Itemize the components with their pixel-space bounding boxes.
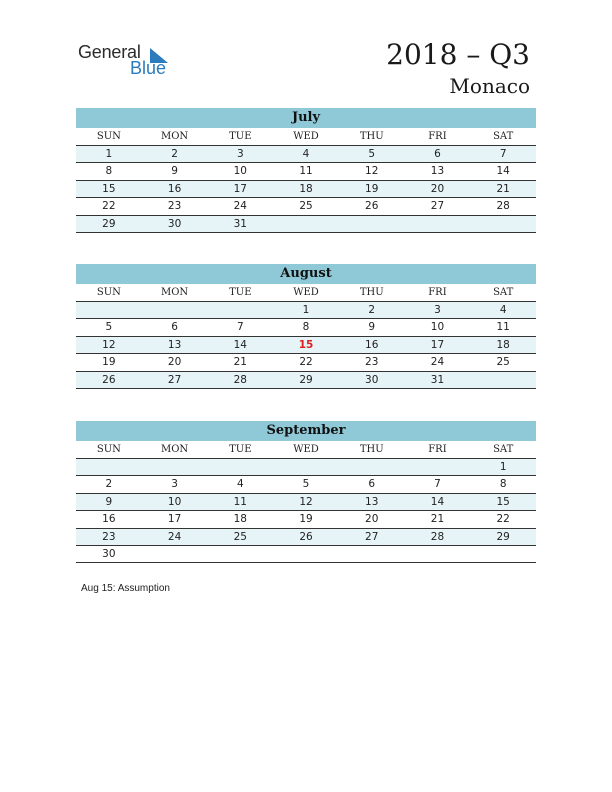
week-row bbox=[76, 372, 536, 389]
weekday-label: FRI bbox=[428, 131, 447, 142]
weekday-label: THU bbox=[359, 287, 384, 298]
day-cell: 31 bbox=[430, 373, 445, 386]
day-cell: 22 bbox=[299, 356, 313, 369]
holiday-day-cell: 15 bbox=[298, 338, 314, 351]
day-cell: 11 bbox=[233, 495, 247, 508]
week-row bbox=[76, 181, 536, 198]
week-row bbox=[76, 529, 536, 546]
day-cell: 31 bbox=[233, 217, 247, 230]
day-cell: 16 bbox=[167, 182, 182, 195]
month-september bbox=[76, 421, 536, 563]
weeks bbox=[76, 302, 536, 389]
day-cell: 29 bbox=[299, 373, 313, 386]
day-cell: 8 bbox=[499, 478, 507, 491]
week-row bbox=[76, 546, 536, 563]
weekday-label: SAT bbox=[493, 287, 514, 298]
day-cell: 22 bbox=[102, 200, 116, 213]
day-cell: 9 bbox=[171, 165, 178, 178]
week-row bbox=[76, 476, 536, 493]
empty-day-cell bbox=[470, 216, 536, 232]
weeks bbox=[76, 459, 536, 563]
week-row bbox=[76, 198, 536, 215]
day-cell: 12 bbox=[299, 495, 313, 508]
week-row bbox=[76, 146, 536, 163]
weekday-label: SUN bbox=[96, 287, 121, 298]
empty-day-cell bbox=[273, 459, 339, 475]
week-row bbox=[76, 354, 536, 371]
day-cell: 21 bbox=[430, 513, 445, 526]
day-cell: 17 bbox=[167, 513, 182, 526]
day-cell: 6 bbox=[171, 321, 178, 334]
day-cell: 1 bbox=[499, 461, 507, 473]
empty-day-cell bbox=[207, 546, 273, 562]
empty-day-cell bbox=[273, 546, 339, 562]
weekday-label: WED bbox=[293, 287, 319, 298]
day-cell: 2 bbox=[171, 148, 178, 160]
weekday-label: WED bbox=[293, 131, 319, 142]
day-cell: 7 bbox=[499, 148, 507, 160]
day-cell: 3 bbox=[236, 148, 244, 160]
day-cell: 23 bbox=[365, 356, 379, 369]
week-row bbox=[76, 337, 536, 354]
day-cell: 10 bbox=[167, 495, 182, 508]
day-cell: 4 bbox=[302, 148, 310, 160]
day-cell: 10 bbox=[430, 321, 445, 334]
day-cell: 5 bbox=[368, 148, 376, 160]
day-cell: 13 bbox=[365, 495, 379, 508]
weekday-header-row bbox=[76, 284, 536, 302]
week-row bbox=[76, 302, 536, 319]
day-cell: 14 bbox=[233, 338, 247, 351]
day-cell: 13 bbox=[167, 338, 182, 351]
day-cell: 14 bbox=[430, 495, 445, 508]
day-cell: 20 bbox=[430, 182, 445, 195]
day-cell: 6 bbox=[368, 478, 376, 491]
weekday-label: SAT bbox=[493, 444, 514, 455]
day-cell: 22 bbox=[496, 513, 510, 526]
empty-day-cell bbox=[142, 459, 208, 475]
weekday-header-row bbox=[76, 441, 536, 459]
weekday-label: FRI bbox=[428, 444, 447, 455]
day-cell: 25 bbox=[233, 530, 247, 543]
day-cell: 20 bbox=[365, 513, 379, 526]
generalblue-logo bbox=[78, 42, 188, 82]
weekday-label: MON bbox=[160, 287, 189, 298]
empty-day-cell bbox=[405, 216, 471, 232]
day-cell: 4 bbox=[499, 304, 507, 316]
week-row bbox=[76, 494, 536, 511]
day-cell: 24 bbox=[233, 200, 247, 213]
day-cell: 27 bbox=[430, 200, 445, 213]
day-cell: 5 bbox=[302, 478, 310, 491]
day-cell: 24 bbox=[430, 356, 445, 369]
day-cell: 21 bbox=[233, 356, 247, 369]
day-cell: 16 bbox=[365, 338, 379, 351]
month-header: August bbox=[76, 264, 536, 284]
empty-day-cell bbox=[470, 372, 536, 388]
weekday-header-row bbox=[76, 128, 536, 146]
day-cell: 28 bbox=[233, 373, 247, 386]
day-cell: 7 bbox=[236, 321, 244, 334]
day-cell: 18 bbox=[299, 182, 313, 195]
day-cell: 19 bbox=[102, 356, 116, 369]
day-cell: 17 bbox=[430, 338, 445, 351]
empty-day-cell bbox=[405, 459, 471, 475]
day-cell: 15 bbox=[496, 495, 510, 508]
day-cell: 28 bbox=[496, 200, 510, 213]
empty-day-cell bbox=[339, 546, 405, 562]
day-cell: 30 bbox=[167, 217, 182, 230]
holiday-note: Aug 15: Assumption bbox=[81, 583, 170, 594]
page-title: 2018 – Q3 bbox=[386, 38, 530, 71]
weeks bbox=[76, 146, 536, 233]
day-cell: 21 bbox=[496, 182, 510, 195]
empty-day-cell bbox=[470, 546, 536, 562]
day-cell: 24 bbox=[167, 530, 182, 543]
weekday-label: MON bbox=[160, 444, 189, 455]
week-row bbox=[76, 163, 536, 180]
day-cell: 14 bbox=[496, 165, 510, 178]
day-cell: 2 bbox=[105, 478, 113, 491]
logo-blue-text: Blue bbox=[130, 58, 167, 78]
day-cell: 4 bbox=[236, 478, 244, 491]
day-cell: 29 bbox=[102, 217, 116, 230]
day-cell: 12 bbox=[365, 165, 379, 178]
weekday-label: WED bbox=[293, 444, 319, 455]
weekday-label: TUE bbox=[229, 444, 252, 455]
day-cell: 19 bbox=[299, 513, 313, 526]
day-cell: 11 bbox=[299, 165, 313, 178]
day-cell: 13 bbox=[430, 165, 445, 178]
day-cell: 1 bbox=[302, 304, 310, 316]
empty-day-cell bbox=[339, 216, 405, 232]
week-row bbox=[76, 459, 536, 476]
day-cell: 19 bbox=[365, 182, 379, 195]
empty-day-cell bbox=[273, 216, 339, 232]
day-cell: 18 bbox=[233, 513, 247, 526]
day-cell: 8 bbox=[105, 165, 113, 178]
month-header: September bbox=[76, 421, 536, 441]
weekday-label: THU bbox=[359, 444, 384, 455]
day-cell: 26 bbox=[299, 530, 313, 543]
day-cell: 2 bbox=[368, 304, 376, 316]
country-name: Monaco bbox=[449, 74, 530, 98]
day-cell: 15 bbox=[102, 182, 116, 195]
day-cell: 25 bbox=[299, 200, 313, 213]
day-cell: 3 bbox=[434, 304, 441, 316]
day-cell: 18 bbox=[496, 338, 510, 351]
day-cell: 23 bbox=[167, 200, 182, 213]
week-row bbox=[76, 319, 536, 336]
day-cell: 26 bbox=[365, 200, 379, 213]
empty-day-cell bbox=[142, 302, 208, 318]
day-cell: 9 bbox=[368, 321, 376, 334]
day-cell: 25 bbox=[496, 356, 510, 369]
empty-day-cell bbox=[76, 459, 142, 475]
day-cell: 30 bbox=[365, 373, 379, 386]
day-cell: 7 bbox=[434, 478, 441, 491]
day-cell: 30 bbox=[102, 547, 116, 560]
day-cell: 20 bbox=[167, 356, 182, 369]
day-cell: 29 bbox=[496, 530, 510, 543]
empty-day-cell bbox=[339, 459, 405, 475]
weekday-label: TUE bbox=[229, 131, 252, 142]
empty-day-cell bbox=[207, 302, 273, 318]
empty-day-cell bbox=[76, 302, 142, 318]
weekday-label: SAT bbox=[493, 131, 514, 142]
week-row bbox=[76, 511, 536, 528]
month-july bbox=[76, 108, 536, 233]
day-cell: 28 bbox=[430, 530, 445, 543]
logo-general-text: General bbox=[78, 42, 141, 62]
day-cell: 3 bbox=[171, 478, 178, 491]
month-header: July bbox=[76, 108, 536, 128]
empty-day-cell bbox=[142, 546, 208, 562]
day-cell: 27 bbox=[167, 373, 182, 386]
day-cell: 16 bbox=[102, 513, 116, 526]
weekday-label: FRI bbox=[428, 287, 447, 298]
day-cell: 26 bbox=[102, 373, 116, 386]
week-row bbox=[76, 216, 536, 233]
day-cell: 27 bbox=[365, 530, 379, 543]
day-cell: 11 bbox=[496, 321, 510, 334]
empty-day-cell bbox=[405, 546, 471, 562]
day-cell: 10 bbox=[233, 165, 247, 178]
weekday-label: MON bbox=[160, 131, 189, 142]
day-cell: 1 bbox=[105, 148, 113, 160]
day-cell: 8 bbox=[302, 321, 310, 334]
day-cell: 9 bbox=[105, 495, 113, 508]
month-august bbox=[76, 264, 536, 389]
weekday-label: SUN bbox=[96, 131, 121, 142]
weekday-label: SUN bbox=[96, 444, 121, 455]
empty-day-cell bbox=[207, 459, 273, 475]
day-cell: 17 bbox=[233, 182, 247, 195]
day-cell: 23 bbox=[102, 530, 116, 543]
weekday-label: TUE bbox=[229, 287, 252, 298]
day-cell: 12 bbox=[102, 338, 116, 351]
day-cell: 6 bbox=[434, 148, 441, 160]
day-cell: 5 bbox=[105, 321, 113, 334]
weekday-label: THU bbox=[359, 131, 384, 142]
